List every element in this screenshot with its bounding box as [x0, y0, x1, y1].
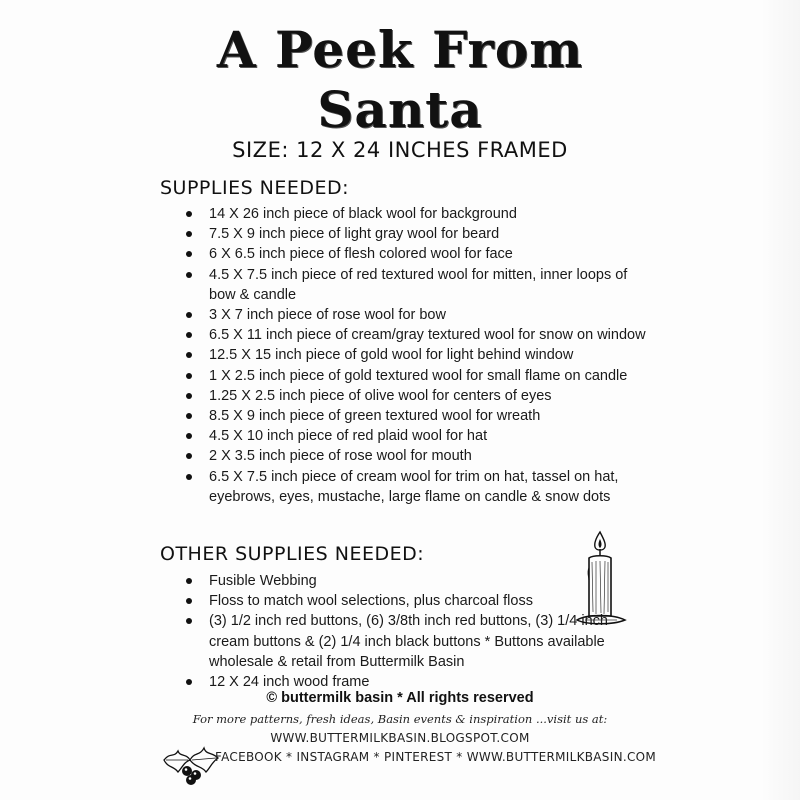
- list-item: 8.5 X 9 inch piece of green textured wool for wreath: [180, 406, 650, 426]
- list-item: 14 X 26 inch piece of black wool for background: [180, 204, 650, 224]
- list-item: 6.5 X 7.5 inch piece of cream wool for trim on hat, tassel on hat, eyebrows, eyes, mustache, large flame on candle & snow dots: [180, 467, 650, 507]
- list-item: 12 X 24 inch wood frame: [180, 672, 620, 692]
- list-item: 3 X 7 inch piece of rose wool for bow: [180, 305, 650, 325]
- page-title-line2: Santa: [317, 80, 483, 139]
- supplies-list: [180, 204, 650, 507]
- page-title: A Peek From: [216, 20, 584, 79]
- list-item: (3) 1/2 inch red buttons, (6) 3/8th inch red buttons, (3) 1/4 inch cream buttons & (2) 1/4 inch black buttons * Buttons available wholesale & retail from Buttermilk Basin: [180, 611, 620, 672]
- list-item: 1 X 2.5 inch piece of gold textured wool for small flame on candle: [180, 366, 650, 386]
- candle-icon: [565, 528, 635, 628]
- other-supplies-heading: OTHER SUPPLIES NEEDED:: [160, 543, 425, 565]
- list-item: 12.5 X 15 inch piece of gold wool for light behind window: [180, 345, 650, 365]
- list-item: 6 X 6.5 inch piece of flesh colored wool for face: [180, 244, 650, 264]
- more-info-text: For more patterns, fresh ideas, Basin events & inspiration ...visit us at:: [192, 712, 608, 726]
- holly-icon: [160, 738, 222, 786]
- copyright: © buttermilk basin * All rights reserved: [266, 690, 534, 706]
- list-item: 2 X 3.5 inch piece of rose wool for mouth: [180, 446, 650, 466]
- other-supplies-list: [180, 571, 620, 692]
- list-item: 6.5 X 11 inch piece of cream/gray textured wool for snow on window: [180, 325, 650, 345]
- list-item: Floss to match wool selections, plus charcoal floss: [180, 591, 620, 611]
- list-item: 4.5 X 7.5 inch piece of red textured wool for mitten, inner loops of bow & candle: [180, 265, 650, 305]
- list-item: 4.5 X 10 inch piece of red plaid wool for hat: [180, 426, 650, 446]
- social-links: FACEBOOK * INSTAGRAM * PINTEREST * WWW.BUTTERMILKBASIN.COM: [215, 750, 657, 764]
- list-item: Fusible Webbing: [180, 571, 620, 591]
- list-item: 7.5 X 9 inch piece of light gray wool for beard: [180, 224, 650, 244]
- size-info: SIZE: 12 X 24 INCHES FRAMED: [232, 138, 568, 162]
- supplies-heading: SUPPLIES NEEDED:: [160, 177, 350, 199]
- blog-url: WWW.BUTTERMILKBASIN.BLOGSPOT.COM: [270, 731, 530, 745]
- list-item: 1.25 X 2.5 inch piece of olive wool for centers of eyes: [180, 386, 650, 406]
